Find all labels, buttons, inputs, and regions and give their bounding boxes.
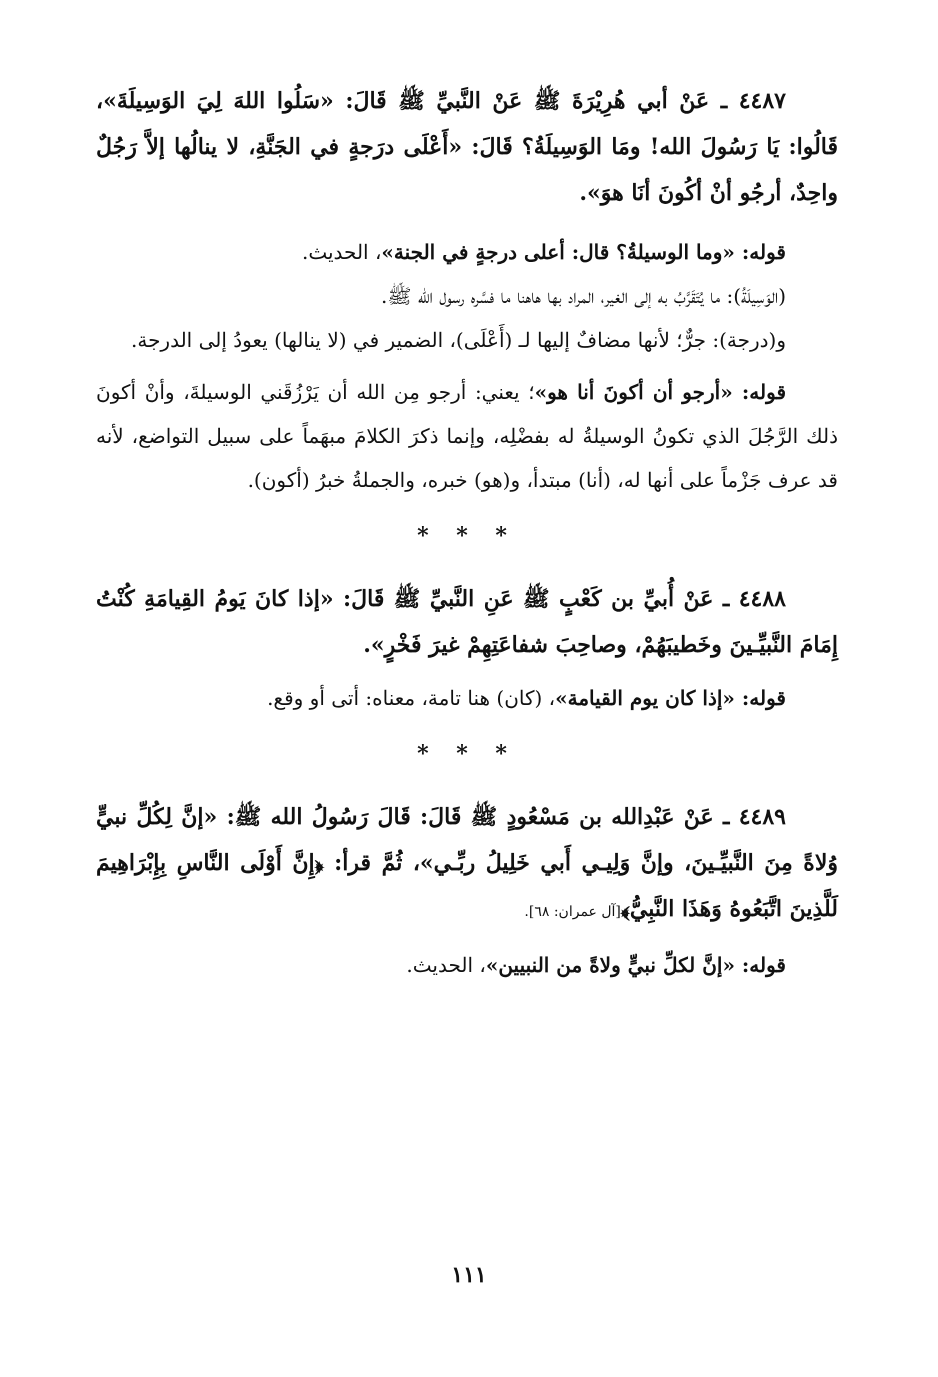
commentary-text: ، الحديث. [406, 953, 486, 977]
commentary-quote: قوله: «إنَّ لكلِّ نبيٍّ ولاةً من النبيين» [485, 953, 786, 977]
hadith-4488 [96, 576, 838, 720]
hadith-4489 [96, 794, 838, 987]
commentary-paragraph [96, 370, 838, 502]
quran-reference: [آل عمران: ٦٨]. [524, 904, 621, 920]
commentary-quote: قوله: «أرجو أن أكونَ أنا هو» [534, 380, 786, 404]
section-separator: * * * [417, 741, 517, 767]
hadith-text: ٤٤٨٨ ـ عَنْ أُبيِّ بن كَعْبٍ ﷺ عَنِ النَّبيِّ ﷺ قَالَ: «إذا كانَ يَومُ القِيامَةِ كُنْتُ إِمَامَ النَّبيِّـينَ وخَطيبَهُمْ، وصاحِبَ شفاعَتِهِمْ غيرَ فَخْرٍ». [96, 586, 838, 658]
commentary-text: ؛ يعني: أرجو مِن الله أن يَرْزُقَني الوسيلةَ، وأنْ أكونَ ذلك الرَّجُلَ الذي تكونُ الوسيلةُ له بفضْلِه، وإنما ذكرَ الكلامَ مبهَماً على سبيل التواضع، لأنه قد عرف جَزْماً على أنها له، (أنا) مبتدأ، و(هو) خبره، والجملةُ خبرُ (أكون). [96, 380, 838, 492]
hadith-body: ٤٤٨٩ ـ عَنْ عَبْدِالله بن مَسْعُودٍ ﷺ قَالَ: قَالَ رَسُولُ الله ﷺ: «إنَّ لِكُلِّ نبيٍّ وُلاةً مِنَ النَّبيِّـينَ، وإنَّ وَلِيـي أَبي خَلِيلُ ربِّـي»، ثُمَّ قرأ: ﴿إِنَّ أَوْلَى النَّاسِ بِإِبْرَاهِيمَ لَلَّذِينَ اتَّبَعُوهُ وَهَذَا النَّبِيُّ﴾ [96, 804, 838, 922]
commentary-paragraph [96, 943, 838, 987]
commentary-text: (الوَسِيلَةُ): ما يُتَقَرَّبُ به إلى الغير، المراد بها هاهنا ما فسَّره رسول الله ﷺ. [381, 284, 786, 308]
hadith-4487 [96, 78, 838, 502]
commentary-paragraph [96, 318, 838, 362]
section-separator: * * * [417, 523, 517, 549]
commentary-paragraph [96, 230, 838, 274]
commentary-paragraph [96, 676, 838, 720]
page-number: ١١١ [451, 1262, 487, 1288]
commentary-paragraph [96, 274, 838, 318]
commentary-quote: قوله: «إذا كان يوم القيامة» [555, 686, 786, 710]
hadith-text [96, 794, 838, 935]
document-body [96, 78, 838, 987]
hadith-text: ٤٤٨٧ ـ عَنْ أبي هُرِيْرَةَ ﷺ عَنْ النَّبيِّ ﷺ قَالَ: «سَلُوا اللهَ لِيَ الوَسِيلَةَ»، قَالُوا: يَا رَسُولَ الله! ومَا الوَسِيلَةُ؟ قَالَ: «أَعْلَى درَجةٍ في الجَنَّةِ، لا ينالُها إلاَّ رَجُلٌ واحِدٌ، أرجُو أنْ أكُونَ أنَا هوَ». [96, 88, 838, 206]
commentary-text: و(درجة): جرٌّ؛ لأنها مضافٌ إليها لـ (أَعْلَى)، الضمير في (لا ينالها) يعودُ إلى الدرجة. [130, 328, 786, 352]
commentary-quote: قوله: «وما الوسيلةُ؟ قال: أعلى درجةٍ في الجنة» [381, 240, 786, 264]
commentary-text: ، الحديث. [301, 240, 382, 264]
commentary-text: ، (كان) هنا تامة، معناه: أتى أو وقع. [267, 686, 556, 710]
